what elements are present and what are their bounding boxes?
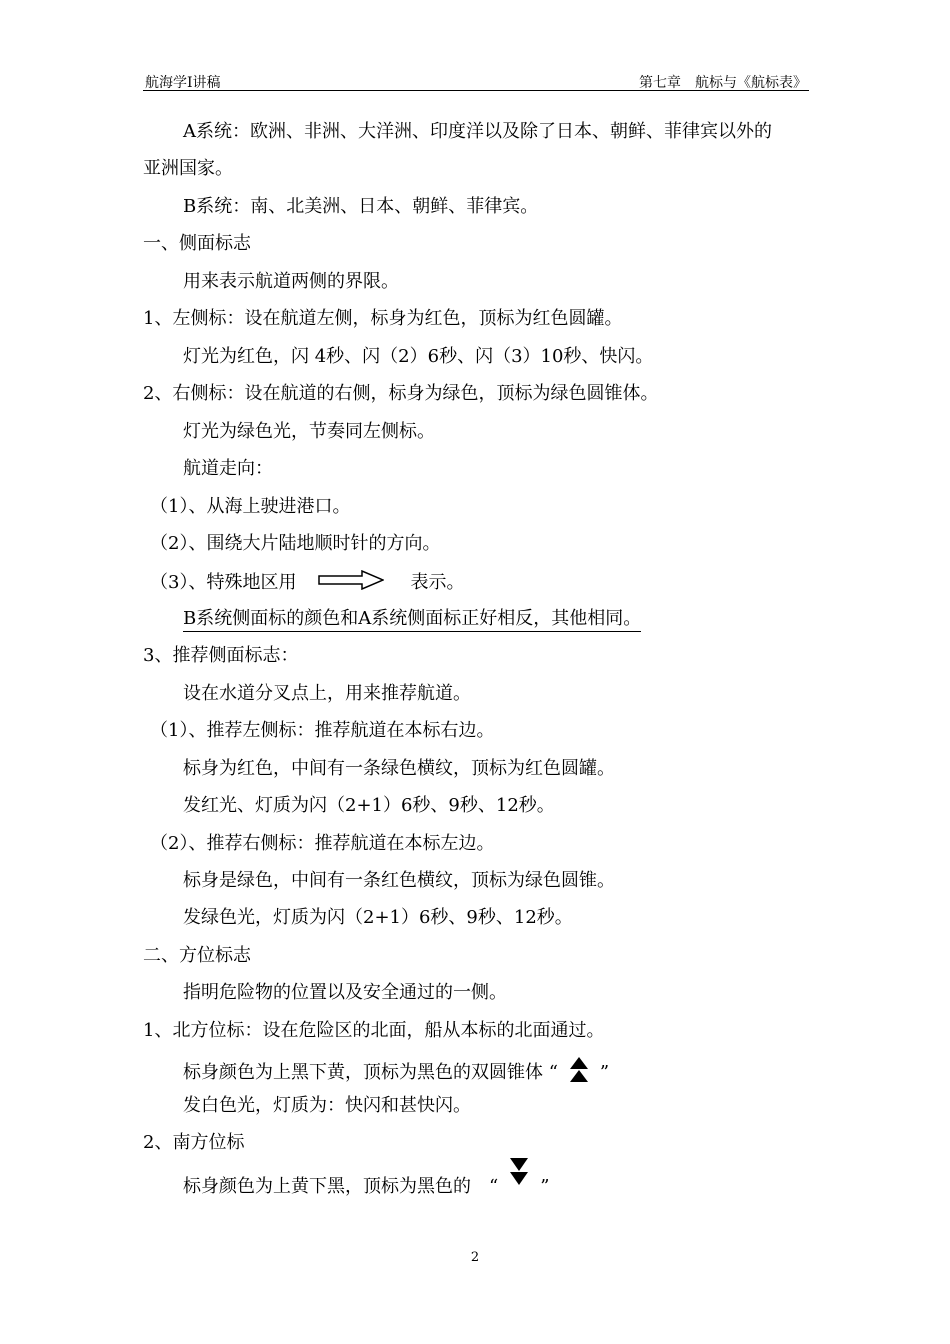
- paragraph-line: 1、左侧标：设在航道左侧，标身为红色，顶标为红色圆罐。: [143, 308, 623, 329]
- paragraph-line: [183, 1170, 549, 1204]
- underlined-note: B系统侧面标的颜色和A系统侧面标正好相反，其他相同。: [183, 608, 641, 632]
- double-cone-up-icon: [568, 1057, 590, 1089]
- right-arrow-icon: [318, 570, 384, 596]
- double-cone-down-icon: [508, 1158, 530, 1192]
- list-item: [150, 570, 464, 596]
- paragraph-line: B系统：南、北美洲、日本、朝鲜、菲律宾。: [183, 196, 539, 217]
- list-item-text: （3）、特殊地区用: [150, 572, 297, 593]
- list-item: （1）、从海上驶进港口。: [150, 496, 351, 517]
- list-item-text-end: 表示。: [410, 572, 465, 593]
- paragraph-line: 亚洲国家。: [143, 158, 233, 179]
- paragraph-line: 灯光为红色，闪 4秒、闪（2）6秒、闪（3）10秒、快闪。: [183, 346, 654, 367]
- paragraph-line: 航道走向：: [183, 458, 273, 479]
- list-item: （2）、推荐右侧标：推荐航道在本标左边。: [150, 833, 495, 854]
- section-heading: 二、方位标志: [143, 945, 251, 966]
- page-header: [143, 70, 809, 91]
- paragraph-line: 灯光为绿色光，节奏同左侧标。: [183, 421, 435, 442]
- paragraph-line: 设在水道分叉点上，用来推荐航道。: [183, 683, 471, 704]
- page-number: 2: [470, 1250, 480, 1265]
- paragraph-text: 标身颜色为上黄下黑，顶标为黑色的 “: [183, 1176, 499, 1197]
- paragraph-line: 标身为红色，中间有一条绿色横纹，顶标为红色圆罐。: [183, 758, 615, 779]
- paragraph-line: 发红光、灯质为闪（2+1）6秒、9秒、12秒。: [183, 795, 555, 816]
- paragraph-text-end: ”: [540, 1176, 550, 1197]
- paragraph-line: 2、南方位标: [143, 1132, 245, 1153]
- paragraph-line: [183, 1057, 609, 1089]
- header-chapter: 第七章 航标与《航标表》: [639, 75, 807, 91]
- paragraph-line: A系统：欧洲、非洲、大洋洲、印度洋以及除了日本、朝鲜、菲律宾以外的: [183, 121, 772, 142]
- header-title: 航海学Ⅰ讲稿: [145, 75, 221, 91]
- list-item: （2）、围绕大片陆地顺时针的方向。: [150, 533, 441, 554]
- paragraph-line: 发白色光，灯质为：快闪和甚快闪。: [183, 1095, 471, 1116]
- paragraph-line: 指明危险物的位置以及安全通过的一侧。: [183, 982, 507, 1003]
- paragraph-line: 用来表示航道两侧的界限。: [183, 271, 399, 292]
- paragraph-line: 发绿色光，灯质为闪（2+1）6秒、9秒、12秒。: [183, 907, 573, 928]
- paragraph-text: 标身颜色为上黑下黄，顶标为黑色的双圆锥体 “: [183, 1062, 558, 1083]
- paragraph-line: 标身是绿色，中间有一条红色横纹，顶标为绿色圆锥。: [183, 870, 615, 891]
- paragraph-line: 1、北方位标：设在危险区的北面，船从本标的北面通过。: [143, 1020, 605, 1041]
- section-heading: 一、侧面标志: [143, 233, 251, 254]
- section-heading: 3、推荐侧面标志：: [143, 645, 299, 666]
- paragraph-line: [183, 608, 641, 630]
- paragraph-line: 2、右侧标：设在航道的右侧，标身为绿色，顶标为绿色圆锥体。: [143, 383, 659, 404]
- paragraph-text-end: ”: [599, 1062, 610, 1083]
- list-item: （1）、推荐左侧标：推荐航道在本标右边。: [150, 720, 495, 741]
